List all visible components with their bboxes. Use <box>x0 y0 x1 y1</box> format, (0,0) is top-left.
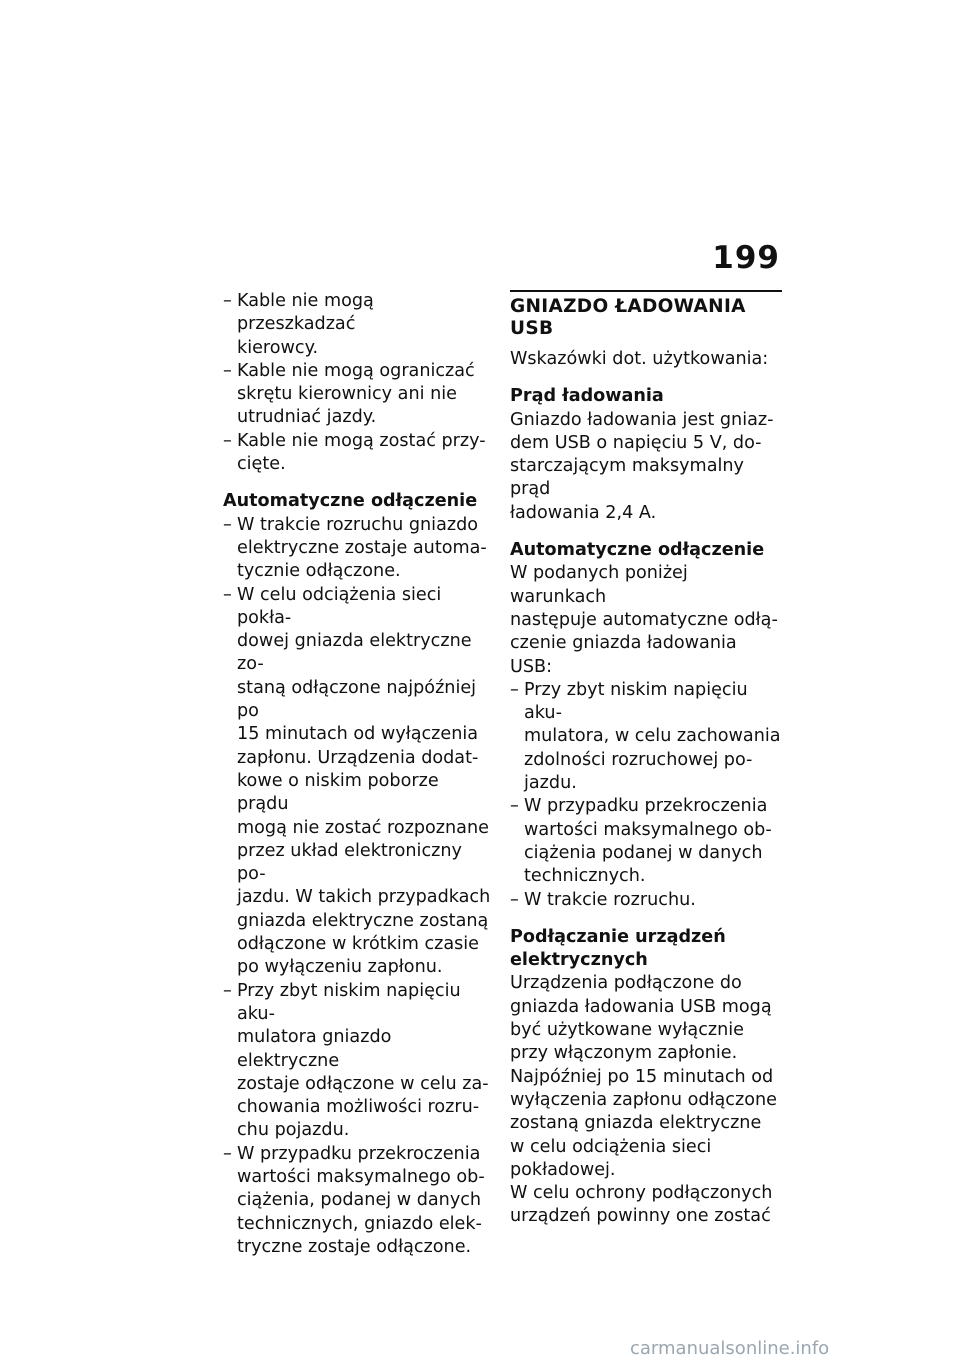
text-line: w celu odciążenia sieci <box>510 1136 712 1157</box>
automatic-disconnect-list <box>223 514 493 1260</box>
dash-bullet-icon: – <box>510 889 519 910</box>
list-item <box>510 795 782 888</box>
dash-bullet-icon: – <box>223 360 232 381</box>
text-line: pokładowej. <box>510 1159 616 1180</box>
list-item <box>223 430 493 477</box>
page-number: 199 <box>712 240 780 276</box>
list-item-line: kowe o niskim poborze prądu <box>237 770 439 815</box>
list-item-line: elektryczne zostaje automa- <box>237 537 487 558</box>
list-item <box>223 584 493 980</box>
text-line: W podanych poniżej warunkach <box>510 563 688 607</box>
list-item-line: wartości maksymalnego ob- <box>237 1166 485 1187</box>
dash-bullet-icon: – <box>223 1143 232 1164</box>
list-item <box>510 679 782 795</box>
list-item-line: Kable nie mogą zostać przy- <box>237 430 486 451</box>
list-item-line: skrętu kierownicy ani nie <box>237 384 457 405</box>
list-item-line: W przypadku przekroczenia <box>237 1143 481 1164</box>
dash-bullet-icon: – <box>510 796 519 817</box>
cable-rules-list <box>223 290 493 476</box>
list-item-line: zapłonu. Urządzenia dodat- <box>237 747 479 768</box>
text-line: zostaną gniazda elektryczne <box>510 1113 762 1134</box>
text-line: Najpóźniej po 15 minutach od <box>510 1066 774 1087</box>
list-item-line: mogą nie zostać rozpoznane <box>237 817 489 838</box>
list-item-line: kierowcy. <box>237 337 319 358</box>
list-item-line: ciążenia, podanej w danych <box>237 1190 482 1211</box>
list-item-line: staną odłączone najpóźniej po <box>237 677 477 722</box>
list-item <box>223 360 493 430</box>
list-item-line: odłączone w krótkim czasie <box>237 934 480 955</box>
list-item-line: Kable nie mogą przeszkadzać <box>237 291 374 335</box>
list-item <box>223 980 493 1143</box>
dash-bullet-icon: – <box>510 679 519 700</box>
list-item-line: dowej gniazda elektryczne zo- <box>237 631 472 675</box>
list-item-line: tycznie odłączone. <box>237 561 401 582</box>
list-item-line: utrudniać jazdy. <box>237 407 377 428</box>
list-item-line: Przy zbyt niskim napięciu aku- <box>237 980 461 1024</box>
dash-bullet-icon: – <box>223 584 232 605</box>
list-item-line: W trakcie rozruchu. <box>524 889 696 910</box>
dash-bullet-icon: – <box>223 980 232 1001</box>
list-item-line: jazdu. <box>524 773 577 794</box>
dash-bullet-icon: – <box>223 430 232 451</box>
dash-bullet-icon: – <box>223 291 232 311</box>
heading-automatic-disconnect: Automatyczne odłączenie <box>223 491 478 512</box>
list-item-line: chu pojazdu. <box>237 1120 350 1141</box>
list-item-line: jazdu. W takich przypadkach <box>237 887 491 908</box>
left-column <box>223 290 493 1259</box>
list-item-line: W celu odciążenia sieci pokła- <box>237 584 442 628</box>
footer-watermark: carmanualsonline.info <box>630 1338 830 1359</box>
list-item-line: technicznych. <box>524 866 646 887</box>
list-item-line: zostaje odłączone w celu za- <box>237 1073 489 1094</box>
text-line: W celu ochrony podłączonych <box>510 1183 773 1204</box>
text-line: gniazda ładowania USB mogą <box>510 996 772 1017</box>
text-line: dem USB o napięciu 5 V, do- <box>510 432 762 453</box>
list-item-line: tryczne zostaje odłączone. <box>237 1236 472 1257</box>
text-line: elektrycznych <box>510 950 648 971</box>
list-item-line: wartości maksymalnego ob- <box>524 819 772 840</box>
text-line: ładowania 2,4 A. <box>510 502 657 523</box>
list-item-line: chowania możliwości rozru- <box>237 1097 480 1118</box>
text-line: starczającym maksymalny prąd <box>510 456 744 500</box>
text-line: czenie gniazda ładowania USB: <box>510 633 737 677</box>
list-item-line: ciążenia podanej w danych <box>524 842 763 863</box>
text-line: przy włączonym zapłonie. <box>510 1043 738 1064</box>
right-column <box>510 290 782 1229</box>
list-item-line: mulatora, w celu zachowania <box>524 726 781 747</box>
usb-disconnect-intro <box>510 562 782 678</box>
list-item <box>223 1143 493 1259</box>
heading-connecting-devices <box>510 926 782 973</box>
list-item-line: przez układ elektroniczny po- <box>237 840 462 885</box>
list-item-line: cięte. <box>237 454 286 475</box>
list-item <box>223 290 493 360</box>
list-item-line: W trakcie rozruchu gniazdo <box>237 514 479 535</box>
list-item-line: mulatora gniazdo elektryczne <box>237 1027 392 1071</box>
list-item-line: po wyłączeniu zapłonu. <box>237 957 443 978</box>
list-item-line: gniazda elektryczne zostaną <box>237 910 489 931</box>
text-line: urządzeń powinny one zostać <box>510 1206 771 1227</box>
usb-disconnect-list <box>510 679 782 912</box>
text-line: wyłączenia zapłonu odłączone <box>510 1089 777 1110</box>
connecting-devices-text <box>510 972 782 1228</box>
list-item <box>223 514 493 584</box>
charging-current-text <box>510 409 782 525</box>
text-line: Gniazdo ładowania jest gniaz- <box>510 409 774 430</box>
text-line: Podłączanie urządzeń <box>510 926 726 947</box>
usage-notes-intro: Wskazówki dot. użytkowania: <box>510 349 769 369</box>
list-item-line: Przy zbyt niskim napięciu aku- <box>524 679 748 724</box>
list-item-line: zdolności rozruchowej po- <box>524 749 753 770</box>
list-item-line: 15 minutach od wyłączenia <box>237 724 479 745</box>
dash-bullet-icon: – <box>223 514 232 535</box>
list-item-line: Kable nie mogą ograniczać <box>237 360 475 381</box>
text-line: być użytkowane wyłącznie <box>510 1020 744 1041</box>
heading-usb-automatic-disconnect: Automatyczne odłączenie <box>510 540 765 561</box>
list-item <box>510 889 782 912</box>
heading-charging-current: Prąd ładowania <box>510 386 664 407</box>
list-item-line: W przypadku przekroczenia <box>524 796 768 817</box>
section-title-usb-socket: GNIAZDO ŁADOWANIA USB <box>510 290 782 340</box>
text-line: Urządzenia podłączone do <box>510 973 742 994</box>
list-item-line: technicznych, gniazdo elek- <box>237 1213 482 1234</box>
text-line: następuje automatyczne odłą- <box>510 609 778 630</box>
